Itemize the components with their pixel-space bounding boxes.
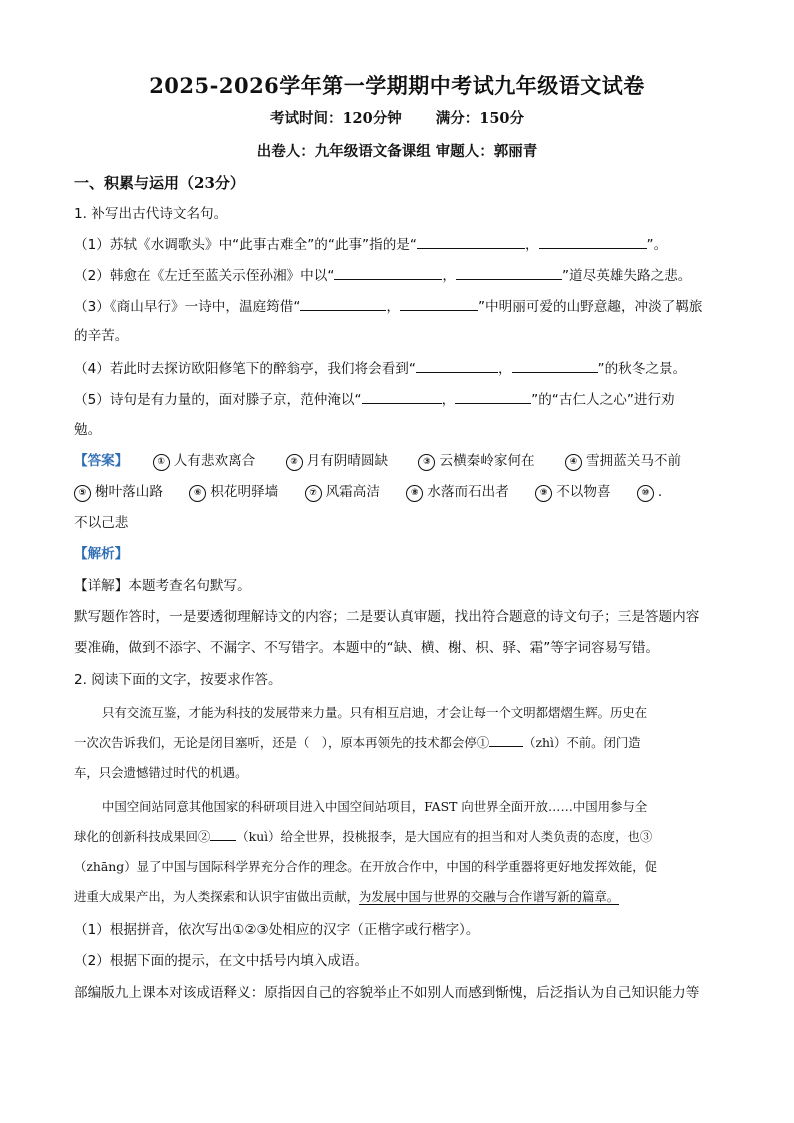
answer-row-3: 不以己悲 xyxy=(74,515,129,531)
answer-label: 【答案】 xyxy=(74,453,129,469)
question-1-stem: 1. 补写出古代诗文名句。 xyxy=(74,206,228,222)
reading-line-1: 只有交流互鉴，才能为科技的发展带来力量。只有相互启迪，才会让每一个文明都熠熠生辉。历史在 xyxy=(102,705,648,720)
answer-blank[interactable] xyxy=(416,358,498,373)
question-2-sub-2-note: 部编版九上课本对该成语释义：原指因自己的容貌举止不如别人而感到惭愧，后泛指认为自己知识能力等 xyxy=(74,985,700,1001)
answer-blank[interactable] xyxy=(456,265,562,280)
reading-line-4: 中国空间站同意其他国家的科研项目进入中国空间站项目，FAST 向世界全面开放……中国用参与全 xyxy=(102,799,648,814)
answer-item: ⑨ 不以物喜 xyxy=(535,482,610,502)
reading-line-7: 进重大成果产出，为人类探索和认识宇宙做出贡献，为发展中国与世界的交融与合作谱写新的篇章。 xyxy=(74,889,620,904)
answer-blank[interactable] xyxy=(362,389,442,404)
answer-blank[interactable] xyxy=(455,389,531,404)
reading-line-2: 一次次告诉我们，无论是闭目塞听，还是（ ），原本再领先的技术都会停① （zhì）不前。闭门造 xyxy=(74,735,641,750)
question-1-part-5-cont: 勉。 xyxy=(74,422,102,438)
reading-line-5: 球化的创新科技成果回② （kuì）给全世界，投桃报李，是大国应有的担当和对人类负责的态度，也③ xyxy=(74,829,653,844)
reading-line-3: 车，只会遗憾错过时代的机遇。 xyxy=(74,765,248,780)
answer-item: ⑩ . xyxy=(637,482,662,502)
answer-row-1 xyxy=(74,451,681,471)
exam-meta xyxy=(0,107,794,128)
reading-line-6: （zhāng）显了中国与国际科学界充分合作的理念。在开放合作中，中国的科学重器将更好地发挥效能，促 xyxy=(74,859,657,874)
answer-item: ⑤ 榭叶落山路 xyxy=(74,482,163,502)
exam-authors: 出卷人：九年级语文备课组 审题人：郭丽青 xyxy=(256,143,538,160)
answer-blank[interactable] xyxy=(489,734,523,747)
question-1-part-1: （1）苏轼《水调歌头》中“此事古难全”的“此事”指的是“ ， ”。 xyxy=(74,234,667,255)
answer-blank[interactable] xyxy=(417,234,525,249)
exam-time: 考试时间：120分钟 xyxy=(269,110,402,127)
answer-row-2 xyxy=(74,482,662,502)
answer-blank[interactable] xyxy=(210,828,236,841)
underlined-sentence: 为发展中国与世界的交融与合作谱写新的篇章。 xyxy=(358,889,620,904)
question-2-stem: 2. 阅读下面的文字，按要求作答。 xyxy=(74,672,282,688)
answer-blank[interactable] xyxy=(300,296,386,311)
answer-item: ③ 云横秦岭家何在 xyxy=(418,451,534,471)
question-2-sub-1: （1）根据拼音，依次写出①②③处相应的汉字（正楷字或行楷字）。 xyxy=(74,922,480,938)
question-1-part-2: （2）韩愈在《左迁至蓝关示侄孙湘》中以“ ， ”道尽英雄失路之悲。 xyxy=(74,265,691,286)
section-heading: 一、积累与运用（23分） xyxy=(74,174,245,192)
answer-item: ② 月有阴晴圆缺 xyxy=(286,451,389,471)
analysis-label: 【解析】 xyxy=(74,546,129,562)
answer-item: ⑦ 风霜高洁 xyxy=(305,482,380,502)
exam-title: 2025-2026学年第一学期期中考试九年级语文试卷 xyxy=(149,73,645,98)
answer-item: ① 人有悲欢离合 xyxy=(153,451,256,471)
question-1-part-3: （3）《商山早行》一诗中，温庭筠借“ ， ”中明丽可爱的山野意趣，冲淡了羁旅 xyxy=(74,296,703,317)
exam-full-score: 满分：150分 xyxy=(435,110,525,127)
answer-blank[interactable] xyxy=(512,358,598,373)
analysis-detail: 【详解】本题考查名句默写。 xyxy=(74,578,251,594)
answer-item: ⑧ 水落而石出者 xyxy=(406,482,509,502)
question-2-sub-2: （2）根据下面的提示，在文中括号内填入成语。 xyxy=(74,953,369,969)
analysis-text-2: 要准确，做到不添字、不漏字、不写错字。本题中的“缺、横、榭、枳、驿、霜”等字词容易写错。 xyxy=(74,640,660,656)
analysis-text-1: 默写题作答时，一是要透彻理解诗文的内容；二是要认真审题，找出符合题意的诗文句子；三是答题内容 xyxy=(74,609,700,625)
answer-item: ④ 雪拥蓝关马不前 xyxy=(565,451,681,471)
question-1-part-4: （4）若此时去探访欧阳修笔下的醉翁亭，我们将会看到“ ， ”的秋冬之景。 xyxy=(74,358,686,379)
answer-item: ⑥ 枳花明驿墙 xyxy=(189,482,278,502)
answer-blank[interactable] xyxy=(334,265,442,280)
answer-blank[interactable] xyxy=(400,296,478,311)
question-1-part-3-cont: 的辛苦。 xyxy=(74,328,129,344)
answer-blank[interactable] xyxy=(539,234,647,249)
question-1-part-5: （5）诗句是有力量的，面对滕子京，范仲淹以“ ， ”的“古仁人之心”进行劝 xyxy=(74,389,675,410)
